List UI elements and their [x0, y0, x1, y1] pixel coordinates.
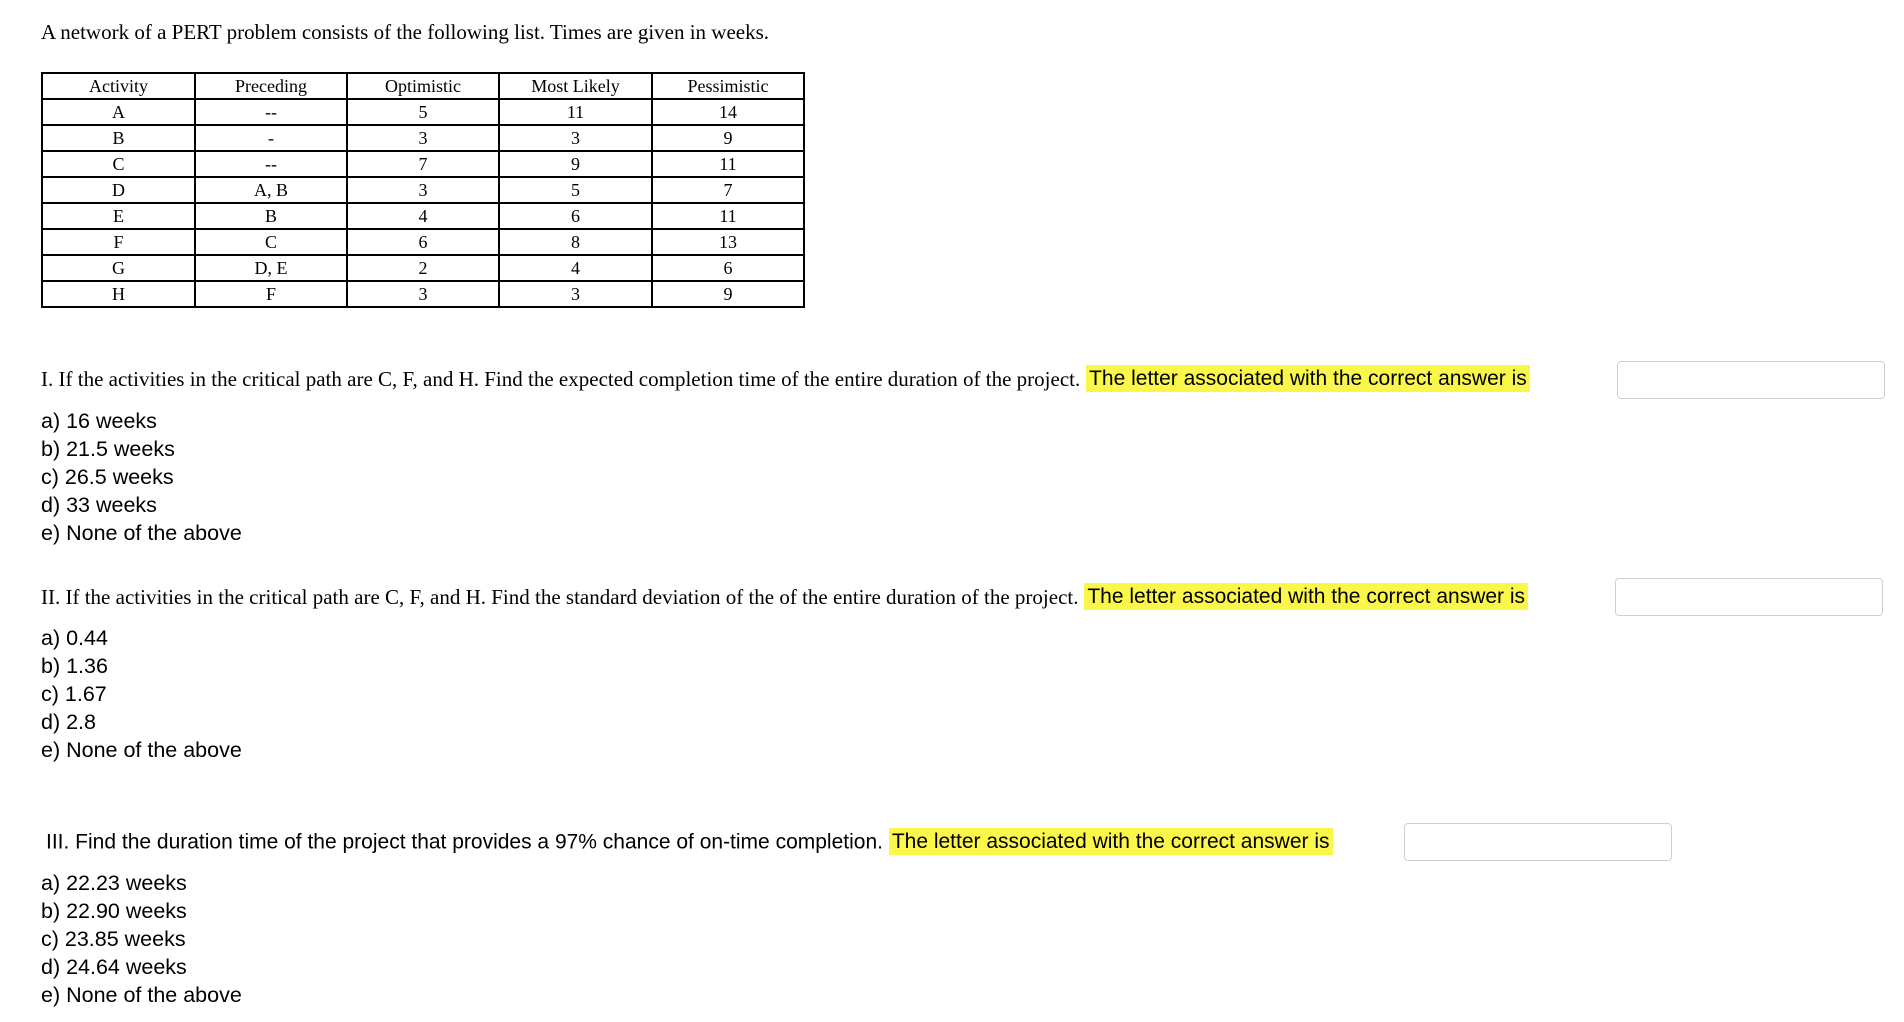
intro-text: A network of a PERT problem consists of the following list. Times are given in weeks. — [41, 20, 770, 44]
question-1-text: I. If the activities in the critical path are C, F, and H. Find the expected completion time of the entire duration of the project. — [41, 367, 1081, 391]
table-cell: G — [42, 255, 195, 281]
table-cell: 14 — [652, 99, 804, 125]
table-cell: 9 — [652, 281, 804, 307]
table-cell: D — [42, 177, 195, 203]
table-row — [42, 255, 804, 281]
option: e) None of the above — [41, 983, 242, 1007]
table-cell: 13 — [652, 229, 804, 255]
table-cell: 9 — [652, 125, 804, 151]
option: c) 26.5 weeks — [41, 465, 174, 489]
table-row — [42, 151, 804, 177]
column-header: Most Likely — [499, 73, 652, 99]
table-row — [42, 177, 804, 203]
table-cell: H — [42, 281, 195, 307]
option: a) 16 weeks — [41, 409, 157, 433]
option: d) 33 weeks — [41, 493, 157, 517]
column-header: Preceding — [195, 73, 347, 99]
table-cell: A — [42, 99, 195, 125]
option: b) 22.90 weeks — [41, 899, 187, 923]
pert-table — [41, 72, 805, 308]
answer-prompt-highlight: The letter associated with the correct answer is — [1084, 583, 1528, 610]
answer-input-2[interactable] — [1615, 578, 1883, 616]
table-cell: - — [195, 125, 347, 151]
column-header: Optimistic — [347, 73, 499, 99]
table-row — [42, 229, 804, 255]
table-row — [42, 281, 804, 307]
question-3 — [46, 830, 1333, 854]
table-cell: D, E — [195, 255, 347, 281]
table-cell: 2 — [347, 255, 499, 281]
table-cell: E — [42, 203, 195, 229]
table-cell: 6 — [347, 229, 499, 255]
option: e) None of the above — [41, 521, 242, 545]
column-header: Activity — [42, 73, 195, 99]
table-cell: C — [42, 151, 195, 177]
table-cell: F — [42, 229, 195, 255]
table-cell: 11 — [652, 151, 804, 177]
question-1 — [41, 367, 1530, 392]
option: b) 21.5 weeks — [41, 437, 175, 461]
option: a) 22.23 weeks — [41, 871, 187, 895]
table-cell: 6 — [652, 255, 804, 281]
table-cell: 5 — [499, 177, 652, 203]
question-2 — [41, 585, 1528, 610]
table-cell: -- — [195, 151, 347, 177]
table-header-row — [42, 73, 804, 99]
column-header: Pessimistic — [652, 73, 804, 99]
question-2-text: II. If the activities in the critical path are C, F, and H. Find the standard deviation of the of the entire duration of the project. — [41, 585, 1079, 609]
table-cell: 3 — [347, 281, 499, 307]
table-cell: 11 — [499, 99, 652, 125]
table-cell: 6 — [499, 203, 652, 229]
table-cell: 4 — [347, 203, 499, 229]
table-cell: A, B — [195, 177, 347, 203]
table-row — [42, 125, 804, 151]
option: d) 24.64 weeks — [41, 955, 187, 979]
table-cell: 5 — [347, 99, 499, 125]
table-cell: 3 — [499, 281, 652, 307]
option: c) 1.67 — [41, 682, 107, 706]
table-cell: C — [195, 229, 347, 255]
table-cell: 11 — [652, 203, 804, 229]
table-cell: 3 — [347, 177, 499, 203]
table-cell: 9 — [499, 151, 652, 177]
options-2 — [41, 624, 242, 764]
answer-prompt-highlight: The letter associated with the correct answer is — [889, 828, 1333, 855]
answer-input-1[interactable] — [1617, 361, 1885, 399]
table-cell: 7 — [347, 151, 499, 177]
options-3 — [41, 869, 242, 1009]
table-cell: 8 — [499, 229, 652, 255]
table-cell: B — [42, 125, 195, 151]
option: c) 23.85 weeks — [41, 927, 186, 951]
table-cell: 3 — [347, 125, 499, 151]
question-3-text: III. Find the duration time of the project that provides a 97% chance of on-time completion. — [46, 830, 883, 854]
answer-prompt-highlight: The letter associated with the correct answer is — [1086, 365, 1530, 392]
table-cell: 7 — [652, 177, 804, 203]
table-row — [42, 99, 804, 125]
table-cell: -- — [195, 99, 347, 125]
table-cell: 4 — [499, 255, 652, 281]
table-cell: 3 — [499, 125, 652, 151]
answer-input-3[interactable] — [1404, 823, 1672, 861]
option: d) 2.8 — [41, 710, 96, 734]
option: a) 0.44 — [41, 626, 108, 650]
table-cell: B — [195, 203, 347, 229]
option: b) 1.36 — [41, 654, 108, 678]
options-1 — [41, 407, 242, 547]
table-row — [42, 203, 804, 229]
option: e) None of the above — [41, 738, 242, 762]
table-cell: F — [195, 281, 347, 307]
